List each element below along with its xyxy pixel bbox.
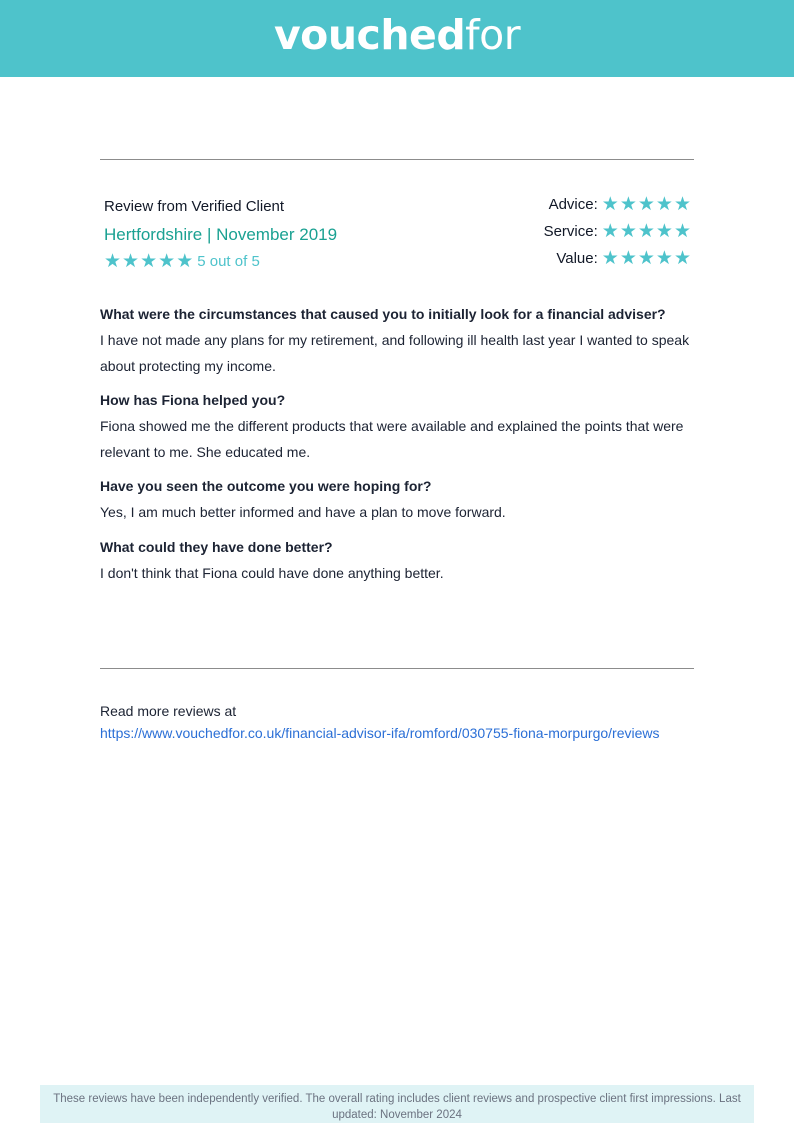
star-icon: ★: [122, 250, 140, 272]
overall-rating: [104, 251, 337, 271]
qa-item: [100, 389, 700, 465]
rating-stars: [602, 249, 691, 268]
rating-stars: [602, 195, 691, 214]
question: What were the circumstances that caused you to initially look for a financial adviser?: [100, 306, 666, 322]
qa-item: [100, 536, 700, 587]
rating-label: Service:: [543, 223, 598, 240]
answer: Yes, I am much better informed and have a plan to move forward.: [100, 504, 506, 520]
answer: I don't think that Fiona could have done anything better.: [100, 564, 444, 581]
header-bar: [0, 0, 794, 77]
logo-part-vouched: vouched: [273, 11, 466, 59]
star-icon: ★: [673, 221, 691, 242]
qa-item: [100, 303, 700, 379]
star-icon: ★: [601, 194, 619, 215]
rating-service: [544, 218, 691, 245]
star-icon: ★: [619, 221, 637, 242]
star-icon: ★: [601, 248, 619, 269]
question: How has Fiona helped you?: [100, 392, 286, 408]
answer: I have not made any plans for my retirement, and following ill health last year I wanted to speak about protecting my income.: [100, 332, 690, 374]
verification-footer: [40, 1085, 754, 1123]
star-icon: ★: [673, 248, 691, 269]
star-icon: ★: [176, 250, 194, 272]
star-icon: ★: [140, 250, 158, 272]
star-icon: ★: [619, 194, 637, 215]
star-icon: ★: [619, 248, 637, 269]
review-location-date: Hertfordshire | November 2019: [104, 225, 338, 244]
answer: Fiona showed me the different products that were available and explained the points that were relevant to me. She educated me.: [100, 418, 684, 460]
review-questions: [100, 303, 700, 596]
question: Have you seen the outcome you were hoping for?: [100, 478, 432, 494]
review-header: [104, 197, 337, 271]
star-icon: ★: [104, 250, 122, 272]
rating-label: Value:: [556, 250, 598, 267]
star-icon: ★: [655, 248, 673, 269]
logo-part-for: for: [465, 11, 521, 59]
star-icon: ★: [637, 221, 655, 242]
more-reviews: [100, 700, 660, 744]
footer-text: These reviews have been independently verified. The overall rating includes client reviews and prospective client first impressions. Last updated: November 2024: [53, 1093, 741, 1121]
rating-value: [544, 245, 691, 272]
reviews-link[interactable]: https://www.vouchedfor.co.uk/financial-advisor-ifa/romford/030755-fiona-morpurgo/reviews: [100, 725, 660, 741]
rating-label: Advice:: [548, 196, 598, 213]
overall-rating-text: 5 out of 5: [197, 252, 260, 270]
star-icon: ★: [673, 194, 691, 215]
star-icon: ★: [637, 248, 655, 269]
overall-stars: [104, 252, 193, 271]
review-source: Review from Verified Client: [104, 198, 285, 215]
star-icon: ★: [158, 250, 176, 272]
star-icon: ★: [655, 221, 673, 242]
star-icon: ★: [637, 194, 655, 215]
star-icon: ★: [601, 221, 619, 242]
qa-item: [100, 475, 700, 526]
more-reviews-label: Read more reviews at: [100, 703, 237, 719]
bottom-divider: [100, 668, 694, 669]
star-icon: ★: [655, 194, 673, 215]
vouchedfor-logo[interactable]: [273, 11, 521, 59]
category-ratings: [544, 191, 691, 272]
top-divider: [100, 159, 694, 160]
question: What could they have done better?: [100, 538, 333, 555]
rating-stars: [602, 222, 691, 241]
rating-advice: [544, 191, 691, 218]
